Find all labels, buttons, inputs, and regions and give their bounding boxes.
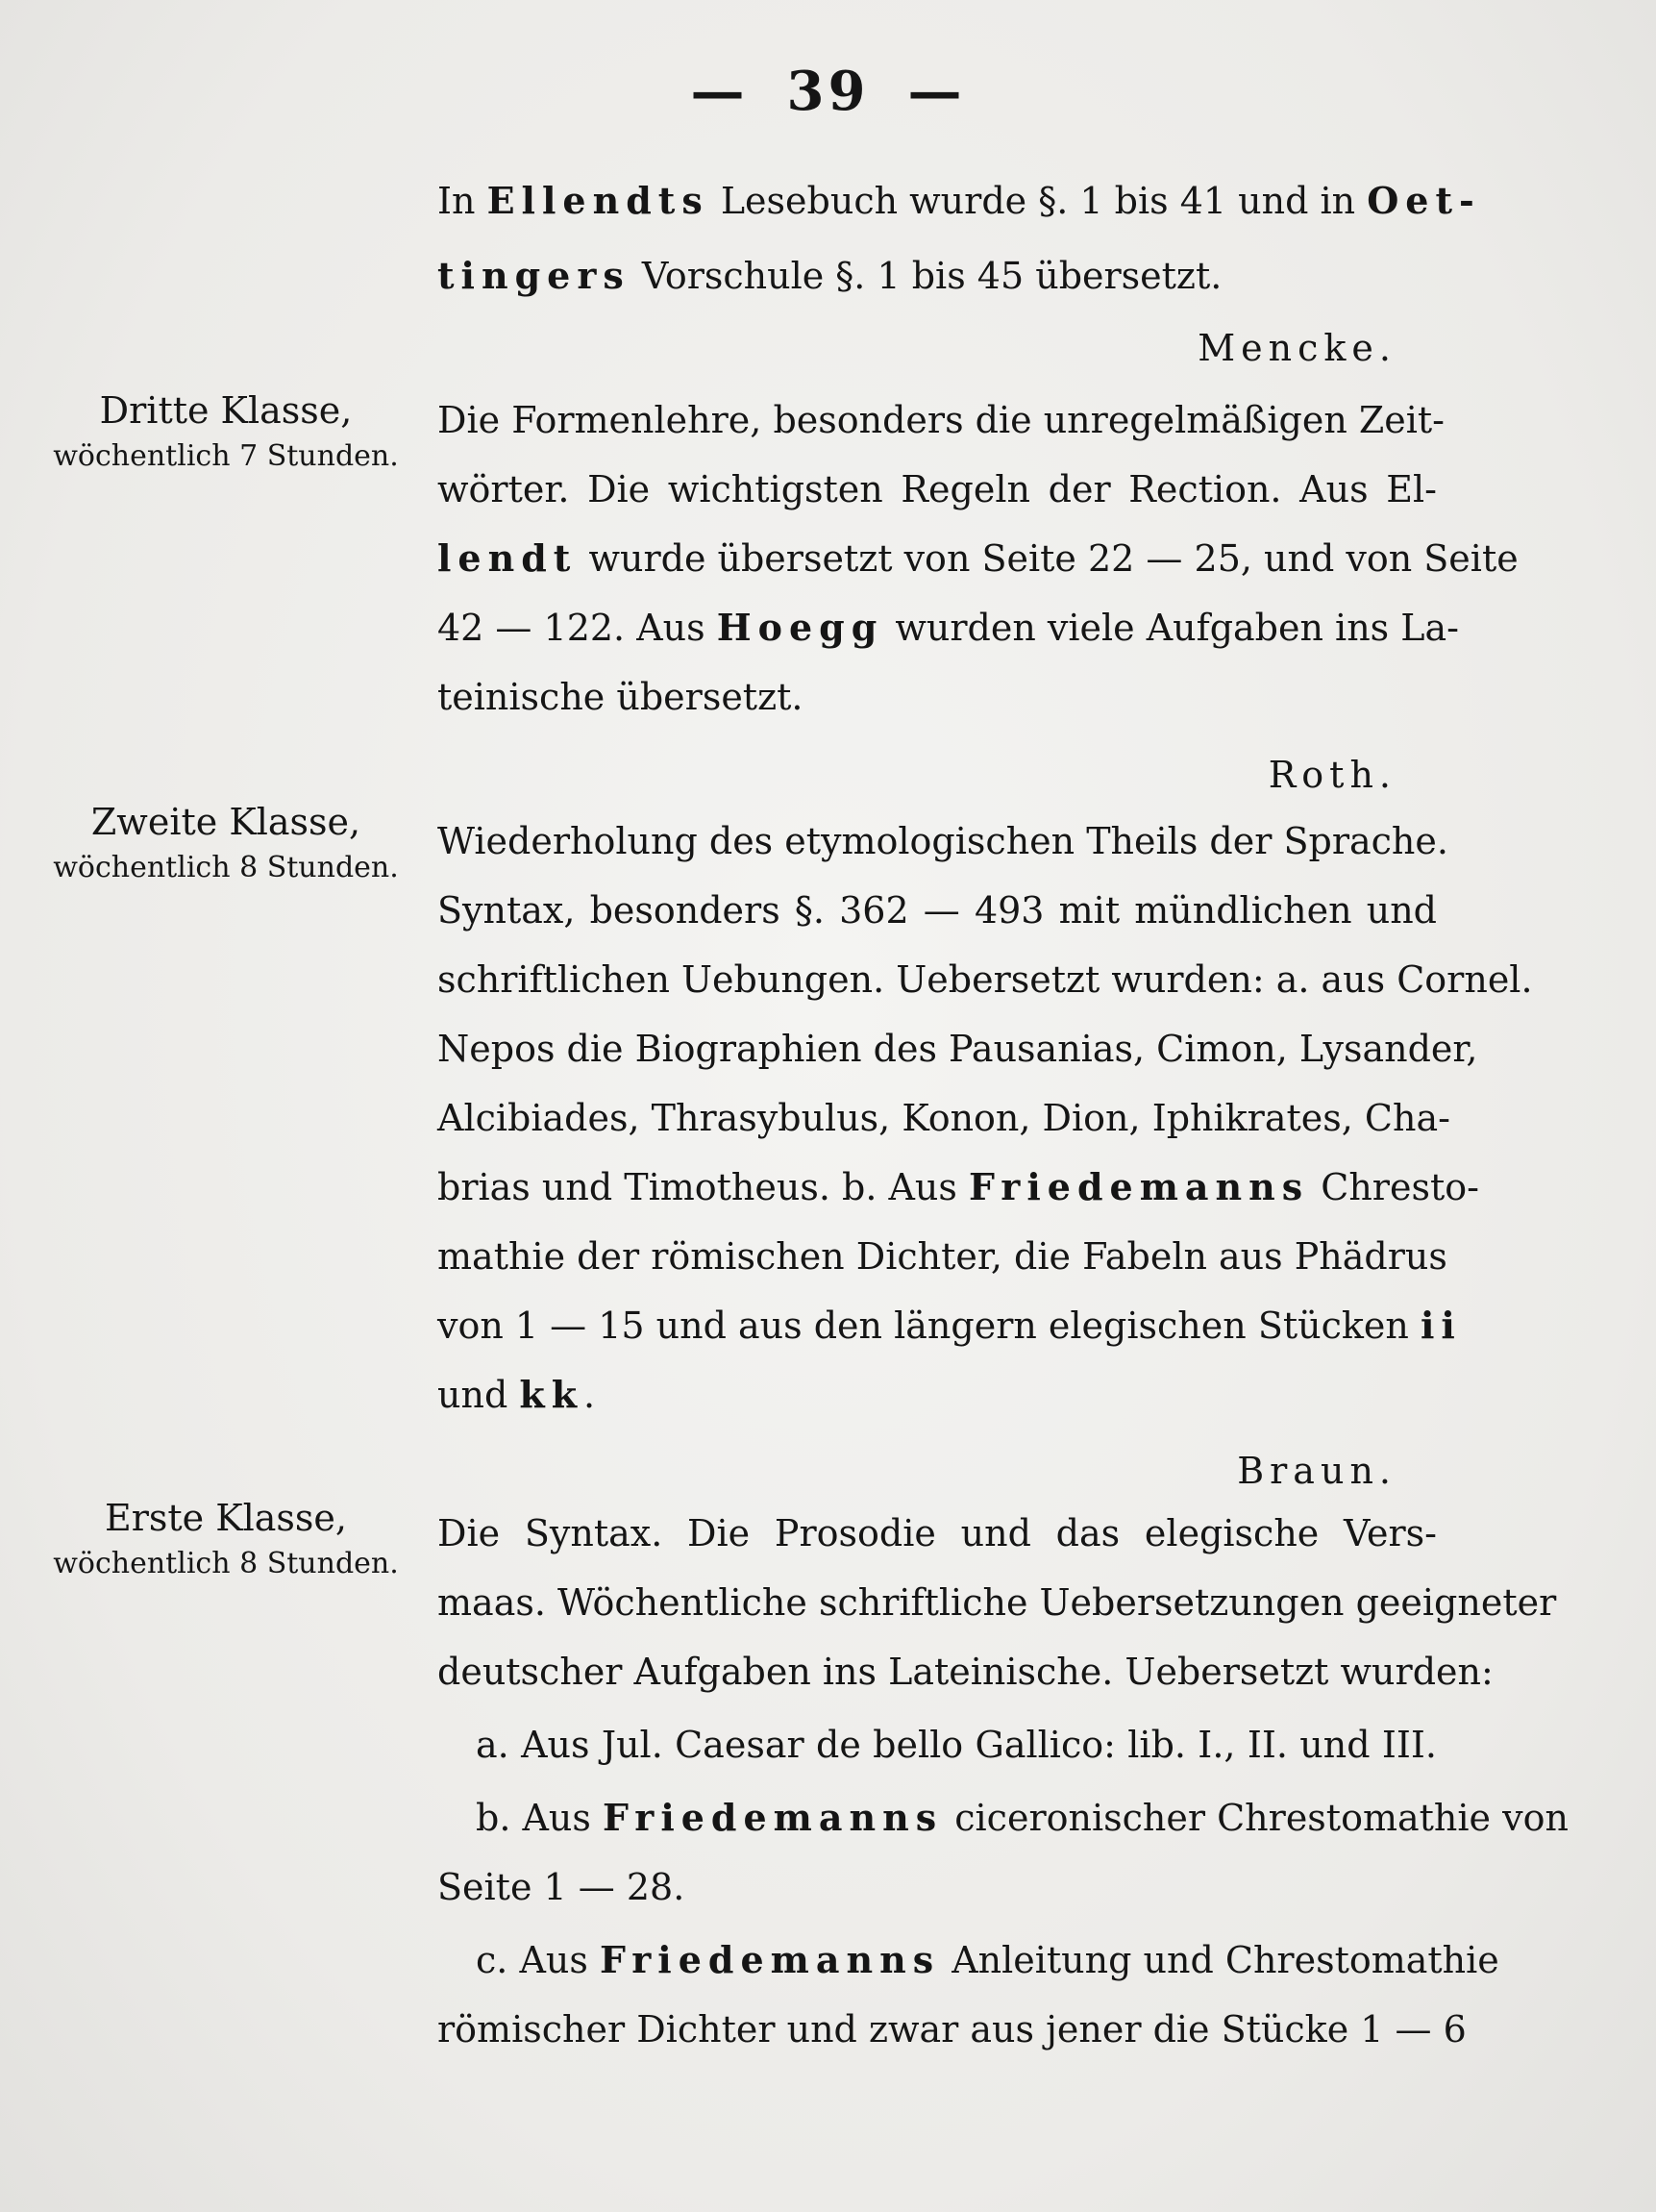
zweite-line-8: von 1 — 15 und aus den längern elegischen Stücken ii: [437, 1304, 1462, 1347]
name-oettingers-end: tingers: [437, 254, 630, 297]
class-title: Dritte Klasse,: [99, 389, 353, 432]
name-oettingers-start: Oet-: [1367, 179, 1481, 222]
erste-item-b-cont: Seite 1 — 28.: [437, 1866, 685, 1908]
erste-item-c-cont: römischer Dichter und zwar aus jener die Stücke 1 — 6: [437, 2008, 1467, 2050]
margin-label-zweite-klasse: [38, 801, 413, 884]
margin-label-dritte-klasse: [38, 389, 413, 473]
erste-line-2: maas. Wöchentliche schriftliche Uebersetzungen geeigneter: [437, 1581, 1557, 1624]
zweite-line-1: Wiederholung des etymologischen Theils der Sprache.: [437, 820, 1448, 862]
class-title: Zweite Klasse,: [90, 801, 361, 843]
zweite-line-6: brias und Timotheus. b. Aus Friedemanns Chresto-: [437, 1165, 1479, 1208]
dritte-line-2: wörter. Die wichtigsten Regeln der Rection. Aus El-: [437, 468, 1437, 510]
zweite-line-2: Syntax, besonders §. 362 — 493 mit mündlichen und: [437, 889, 1437, 932]
name-friedemanns: Friedemanns: [599, 1938, 941, 1981]
class-hours: wöchentlich 8 Stunden.: [53, 1547, 399, 1580]
class-hours: wöchentlich 7 Stunden.: [53, 439, 399, 473]
zweite-line-3: schriftlichen Uebungen. Uebersetzt wurden: a. aus Cornel.: [437, 958, 1533, 1001]
margin-label-erste-klasse: [38, 1497, 413, 1580]
signature-mencke: Mencke.: [1198, 327, 1396, 369]
erste-item-b: b. Aus Friedemanns ciceronischer Chrestomathie von: [476, 1796, 1569, 1839]
class-title: Erste Klasse,: [104, 1497, 347, 1539]
intro-line-1: In Ellendts Lesebuch wurde §. 1 bis 41 und in Oet-: [437, 179, 1481, 222]
item-kk: kk: [519, 1373, 584, 1416]
signature-braun: Braun.: [1237, 1450, 1396, 1492]
zweite-line-7: mathie der römischen Dichter, die Fabeln aus Phädrus: [437, 1235, 1447, 1278]
erste-item-a: a. Aus Jul. Caesar de bello Gallico: lib. I., II. und III.: [476, 1724, 1437, 1766]
page-number: 39: [786, 60, 870, 123]
name-friedemanns: Friedemanns: [602, 1796, 944, 1839]
page-header: [0, 60, 1656, 123]
erste-item-c: c. Aus Friedemanns Anleitung und Chrestomathie: [476, 1938, 1499, 1981]
signature-roth: Roth.: [1268, 754, 1396, 796]
dritte-line-5: teinische übersetzt.: [437, 676, 803, 718]
dritte-line-3: lendt wurde übersetzt von Seite 22 — 25, und von Seite: [437, 536, 1519, 580]
name-hoegg: Hoegg: [716, 606, 884, 649]
header-dash-right: —: [907, 60, 966, 123]
name-ellendt: lendt: [437, 536, 578, 580]
zweite-line-4: Nepos die Biographien des Pausanias, Cimon, Lysander,: [437, 1028, 1478, 1070]
zweite-line-9: und kk.: [437, 1373, 596, 1416]
erste-line-3: deutscher Aufgaben ins Lateinische. Uebersetzt wurden:: [437, 1651, 1494, 1693]
intro-line-2: tingers Vorschule §. 1 bis 45 übersetzt.: [437, 254, 1223, 297]
dritte-line-1: Die Formenlehre, besonders die unregelmäßigen Zeit-: [437, 399, 1446, 441]
zweite-line-5: Alcibiades, Thrasybulus, Konon, Dion, Iphikrates, Cha-: [437, 1097, 1450, 1139]
name-friedemanns: Friedemanns: [969, 1165, 1310, 1208]
header-dash-left: —: [690, 60, 749, 123]
item-ii: ii: [1420, 1304, 1462, 1347]
dritte-line-4: 42 — 122. Aus Hoegg wurden viele Aufgaben ins La-: [437, 606, 1459, 649]
erste-line-1: Die Syntax. Die Prosodie und das elegische Vers-: [437, 1512, 1437, 1554]
class-hours: wöchentlich 8 Stunden.: [53, 851, 399, 884]
name-ellendts: Ellendts: [486, 179, 709, 222]
